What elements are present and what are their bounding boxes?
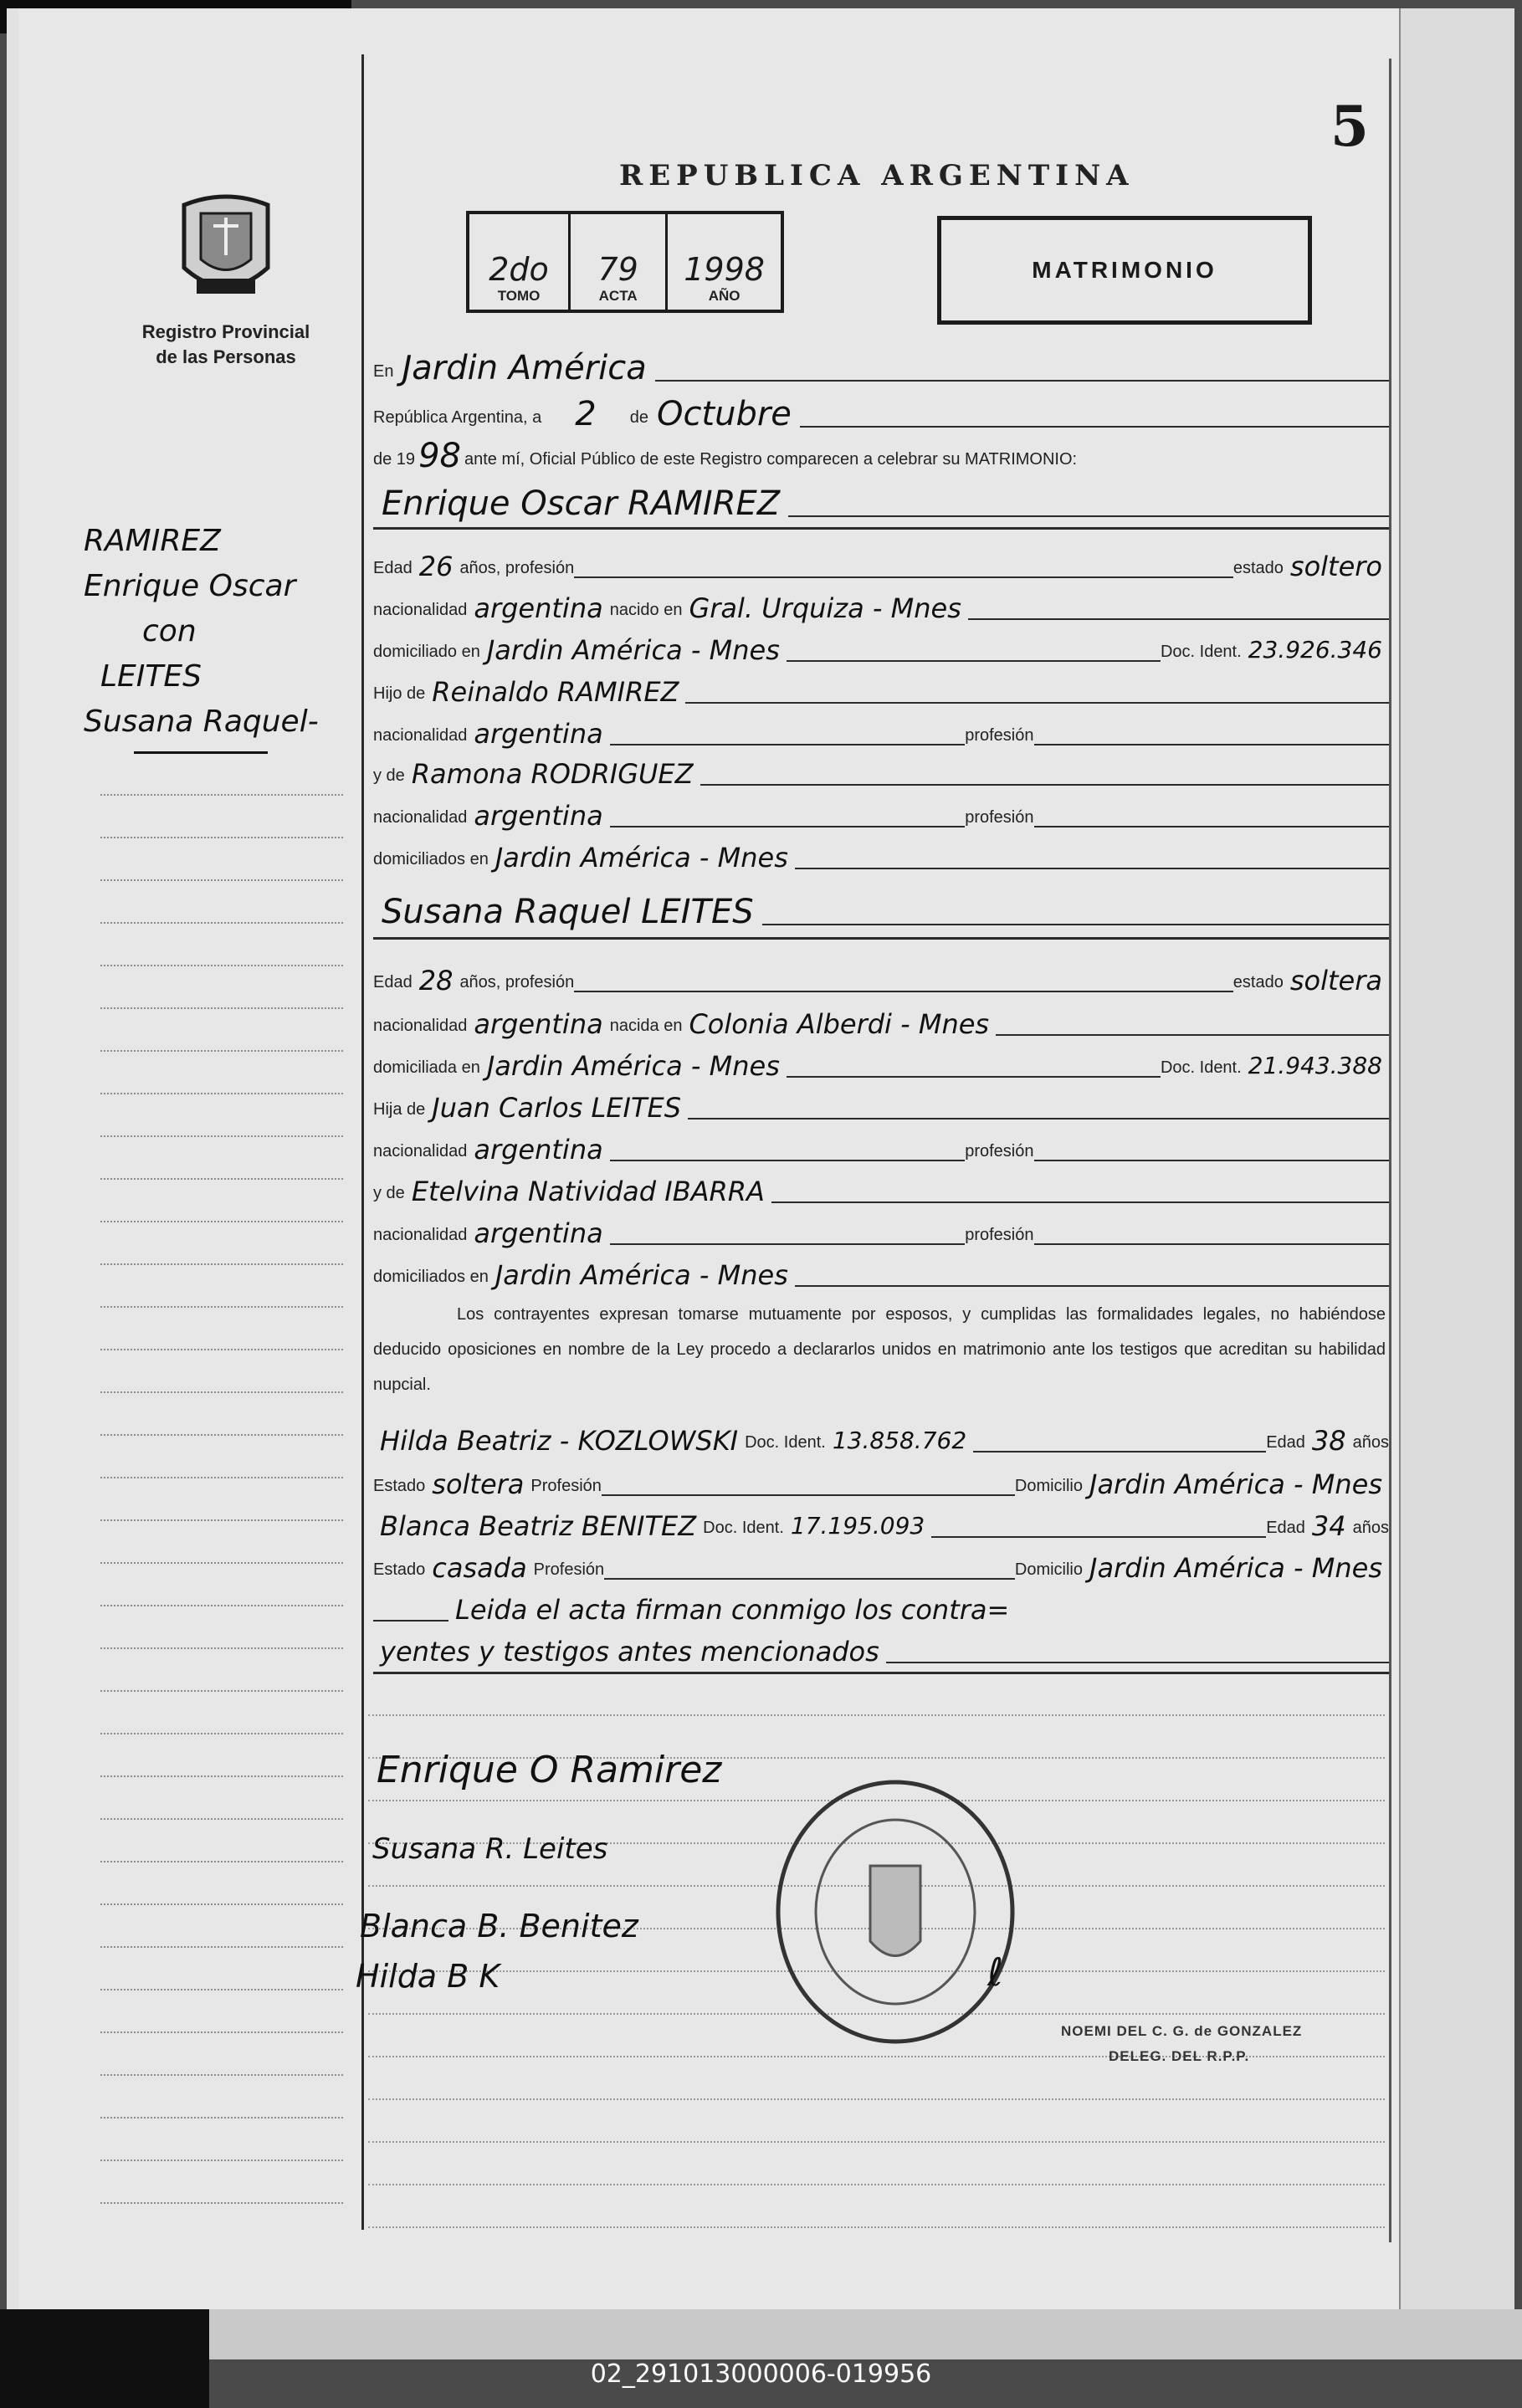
declaration-text: Los contrayentes expresan tomarse mutuamente por esposos, y cumplidas las formalidades legales, no habiéndose deducido oposiciones en nombre de la Ley procedo a declararlos unidos en matrimonio ante los testigos que acreditan su habilidad nupcial.	[373, 1305, 1386, 1394]
bride-father-nationality: argentina	[474, 1134, 603, 1166]
official-stamp-line2: DELEG. DEL R.P.P.	[1109, 2048, 1250, 2064]
closing-line-2	[373, 1625, 1389, 1668]
acta-label: ACTA	[598, 288, 638, 304]
groom-name-line	[373, 479, 1389, 522]
anos-label: años	[1352, 1433, 1389, 1452]
registry-seal-icon	[770, 1774, 1021, 2050]
fill-line	[700, 783, 1389, 786]
witness1-line	[373, 1414, 1389, 1458]
bride-parents-domicile-line	[373, 1248, 1389, 1292]
doc-label: Doc. Ident.	[1160, 643, 1242, 661]
anio-cell	[668, 214, 781, 310]
place-line	[373, 343, 1389, 387]
hija-label: Hija de	[373, 1100, 426, 1119]
nacionalidad-label: nacionalidad	[373, 726, 468, 745]
nacionalidad-label: nacionalidad	[373, 1017, 468, 1035]
anos-label: años	[1352, 1519, 1389, 1537]
groom-nationality-line	[373, 582, 1389, 625]
bride-domicile: Jardin América - Mnes	[486, 1050, 780, 1082]
witness1-estado: soltera	[432, 1468, 525, 1500]
fill-line	[795, 867, 1389, 869]
bride-name: Susana Raquel LEITES	[382, 893, 754, 931]
registry-name	[126, 320, 326, 370]
groom-mother-nat-line	[373, 789, 1389, 833]
fill-line	[931, 1535, 1266, 1538]
page-bottom-edge	[209, 2309, 1522, 2359]
bride-domicile-line	[373, 1039, 1389, 1083]
groom-name: Enrique Oscar RAMIREZ	[382, 484, 781, 523]
domicilio-label: Domicilio	[1014, 1560, 1083, 1579]
archive-caption: 02_291013000006-019956	[590, 2359, 932, 2389]
year-line	[373, 431, 1389, 474]
signature-bride: Susana R. Leites	[372, 1832, 608, 1866]
domiciliados-label: domiciliados en	[373, 850, 489, 868]
fill-line	[604, 1577, 1015, 1580]
fill-line	[655, 379, 1389, 382]
fill-line	[610, 825, 966, 827]
nacionalidad-label: nacionalidad	[373, 1226, 468, 1244]
groom-mother: Ramona RODRIGUEZ	[411, 758, 694, 790]
margin-note-line: LEITES	[100, 659, 202, 694]
bride-nationality: argentina	[474, 1008, 603, 1040]
groom-father: Reinaldo RAMIREZ	[432, 676, 679, 708]
provincial-crest-icon	[172, 188, 280, 305]
profesion-label: años, profesión	[459, 559, 575, 577]
fill-line	[1034, 825, 1390, 827]
witness2-detail-line	[373, 1541, 1389, 1585]
closing-text-2: yentes y testigos antes mencionados	[380, 1636, 879, 1668]
fill-line	[886, 1661, 1389, 1663]
bride-doc: 21.943.388	[1248, 1052, 1382, 1079]
domicilio-label: Domicilio	[1014, 1477, 1083, 1495]
edad-label: Edad	[373, 973, 413, 991]
right-rule	[1389, 59, 1391, 2242]
bride-mother: Etelvina Natividad IBARRA	[411, 1176, 765, 1207]
groom-domicile: Jardin América - Mnes	[486, 634, 780, 666]
estado-label: estado	[1232, 559, 1284, 577]
witness1-age: 38	[1311, 1425, 1346, 1457]
witness2-doc: 17.195.093	[790, 1512, 925, 1540]
witness1-name: Hilda Beatriz - KOZLOWSKI	[380, 1425, 739, 1457]
margin-note-line: RAMIREZ	[84, 524, 221, 558]
bride-mother-nationality: argentina	[474, 1217, 603, 1249]
fill-line	[602, 1493, 1015, 1496]
closing-text-1: Leida el acta firman conmigo los contra=	[455, 1594, 1010, 1626]
nacionalidad-label: nacionalidad	[373, 601, 468, 619]
signature-witness1: Hilda B K	[356, 1958, 500, 1995]
margin-dotted-lines	[100, 753, 343, 2175]
de-19-label: de 19	[373, 450, 416, 469]
groom-parents-domicile: Jardin América - Mnes	[495, 842, 788, 874]
bride-name-line	[373, 887, 1389, 930]
profesion-label: años, profesión	[459, 973, 575, 991]
groom-nationality: argentina	[474, 592, 603, 624]
ante-mi-label: ante mí, Oficial Público de este Registro comparecen a celebrar su MATRIMONIO:	[464, 450, 1078, 469]
margin-note	[84, 519, 368, 745]
groom-doc: 23.926.346	[1248, 636, 1382, 663]
country-title: REPUBLICA ARGENTINA	[619, 159, 1135, 192]
tomo-value: 2do	[489, 251, 549, 288]
margin-note-line: Enrique Oscar	[84, 569, 296, 603]
fill-line	[788, 515, 1389, 517]
date-line	[373, 389, 1389, 433]
edad-label: Edad	[1266, 1519, 1305, 1537]
fill-line	[574, 576, 1233, 578]
estado-label: Estado	[373, 1477, 426, 1495]
closing-line-1	[373, 1583, 1389, 1627]
profesion-label: profesión	[965, 1142, 1034, 1160]
year-value: 98	[418, 437, 461, 475]
fill-line	[1034, 743, 1390, 745]
bride-father: Juan Carlos LEITES	[432, 1092, 682, 1124]
fill-line	[762, 923, 1389, 925]
fill-line	[1034, 1159, 1390, 1161]
witness2-line	[373, 1499, 1389, 1543]
fill-line	[800, 425, 1389, 428]
fill-line	[996, 1033, 1389, 1036]
fill-line	[973, 1450, 1266, 1452]
margin-note-line: con	[142, 614, 197, 648]
groom-birthplace: Gral. Urquiza - Mnes	[689, 592, 961, 624]
scan-bottom-shadow	[0, 2309, 209, 2408]
domiciliado-label: domiciliado en	[373, 643, 480, 661]
nacionalidad-label: nacionalidad	[373, 808, 468, 827]
witness2-name: Blanca Beatriz BENITEZ	[380, 1510, 697, 1542]
bride-estado: soltera	[1289, 965, 1382, 997]
section-rule	[373, 1672, 1389, 1674]
tomo-cell	[469, 214, 571, 310]
groom-estado: soltero	[1289, 551, 1382, 582]
groom-age: 26	[418, 551, 454, 582]
witness1-domicile: Jardin América - Mnes	[1089, 1468, 1382, 1500]
nacionalidad-label: nacionalidad	[373, 1142, 468, 1160]
margin-note-underline	[134, 751, 268, 754]
profesion-label: profesión	[965, 808, 1034, 827]
margin-note-line: Susana Raquel-	[84, 704, 319, 739]
doc-label: Doc. Ident.	[745, 1433, 826, 1452]
anio-value: 1998	[684, 251, 765, 288]
fill-line	[610, 743, 966, 745]
domiciliada-label: domiciliada en	[373, 1058, 480, 1077]
republica-label: República Argentina, a	[373, 408, 542, 427]
bride-mother-nat-line	[373, 1207, 1389, 1250]
groom-father-nationality: argentina	[474, 718, 603, 750]
domiciliados-label: domiciliados en	[373, 1268, 489, 1286]
estado-label: Estado	[373, 1560, 426, 1579]
groom-father-line	[373, 665, 1389, 709]
bride-nationality-line	[373, 997, 1389, 1041]
acta-cell	[571, 214, 668, 310]
bride-age: 28	[418, 965, 454, 997]
bride-father-line	[373, 1081, 1389, 1125]
section-rule	[373, 937, 1389, 940]
bride-age-line	[373, 954, 1389, 997]
estado-label: estado	[1232, 973, 1284, 991]
registry-line2: de las Personas	[156, 346, 296, 367]
tomo-label: TOMO	[497, 288, 541, 304]
day-value: 2	[575, 395, 597, 433]
registry-line1: Registro Provincial	[141, 321, 310, 342]
page-number: 5	[1330, 94, 1369, 159]
y-de-label: y de	[373, 1184, 405, 1202]
declaration-paragraph	[373, 1297, 1386, 1402]
margin-rule	[361, 54, 364, 2230]
official-signature-mark: ℓ	[987, 1949, 1004, 1995]
fill-line	[685, 701, 1389, 704]
fill-line	[688, 1117, 1389, 1119]
official-stamp-line1: NOEMI DEL C. G. de GONZALEZ	[1061, 2023, 1303, 2039]
profesion-label: Profesión	[533, 1560, 605, 1579]
witness1-detail-line	[373, 1458, 1389, 1501]
edad-label: Edad	[373, 559, 413, 577]
fill-line	[574, 990, 1233, 992]
groom-domicile-line	[373, 623, 1389, 667]
edad-label: Edad	[1266, 1433, 1305, 1452]
bride-parents-domicile: Jardin América - Mnes	[495, 1259, 788, 1291]
fill-line	[771, 1201, 1389, 1203]
section-rule	[373, 527, 1389, 530]
de-label: de	[629, 408, 648, 427]
bride-father-nat-line	[373, 1123, 1389, 1166]
witness2-age: 34	[1311, 1510, 1346, 1542]
acta-value: 79	[597, 251, 638, 288]
en-label: En	[373, 362, 394, 381]
hijo-label: Hijo de	[373, 684, 426, 703]
fill-line	[787, 659, 1161, 662]
witness2-domicile: Jardin América - Mnes	[1089, 1552, 1382, 1584]
bride-birthplace: Colonia Alberdi - Mnes	[689, 1008, 990, 1040]
signature-witness2: Blanca B. Benitez	[360, 1908, 638, 1944]
groom-age-line	[373, 540, 1389, 583]
place-value: Jardin América	[402, 349, 647, 387]
groom-mother-line	[373, 747, 1389, 791]
fill-line	[373, 1620, 448, 1622]
fill-line	[968, 617, 1389, 620]
groom-parents-domicile-line	[373, 831, 1389, 874]
record-type-box: MATRIMONIO	[937, 216, 1312, 325]
fill-line	[787, 1075, 1161, 1078]
profesion-label: Profesión	[530, 1477, 602, 1495]
y-de-label: y de	[373, 766, 405, 785]
month-value: Octubre	[656, 395, 792, 433]
fill-line	[610, 1159, 966, 1161]
groom-mother-nationality: argentina	[474, 800, 603, 832]
profesion-label: profesión	[965, 1226, 1034, 1244]
profesion-label: profesión	[965, 726, 1034, 745]
bride-mother-line	[373, 1165, 1389, 1208]
anio-label: AÑO	[708, 288, 741, 304]
record-number-box	[466, 211, 784, 313]
witness1-doc: 13.858.762	[832, 1427, 967, 1454]
doc-label: Doc. Ident.	[1160, 1058, 1242, 1077]
nacido-label: nacido en	[609, 601, 683, 619]
witness2-estado: casada	[432, 1552, 527, 1584]
doc-label: Doc. Ident.	[703, 1519, 784, 1537]
fill-line	[610, 1242, 966, 1245]
fill-line	[795, 1284, 1389, 1287]
groom-father-nat-line	[373, 707, 1389, 751]
nacida-label: nacida en	[609, 1017, 683, 1035]
page-right-margin	[1399, 8, 1514, 2313]
fill-line	[1034, 1242, 1390, 1245]
signature-groom: Enrique O Ramirez	[377, 1749, 722, 1791]
